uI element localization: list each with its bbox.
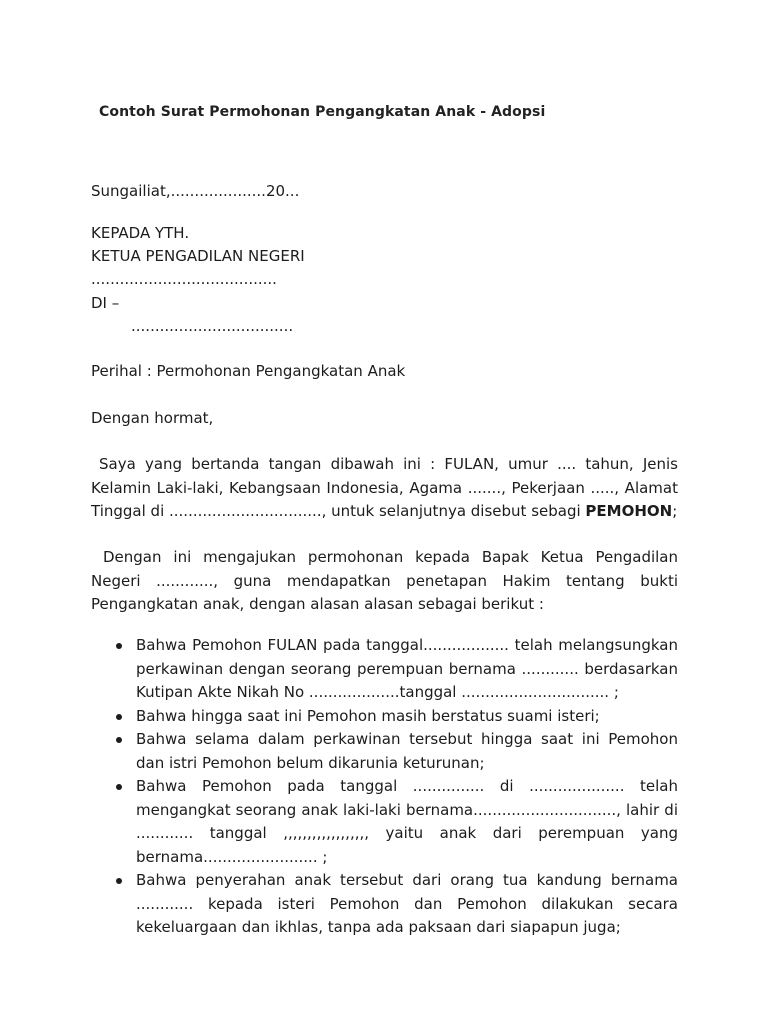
recipient-line-3: ....................................... bbox=[91, 270, 277, 288]
greeting: Dengan hormat, bbox=[91, 409, 214, 427]
pemohon-term: PEMOHON bbox=[585, 502, 673, 520]
list-item: Bahwa Pemohon pada tanggal ............... di .................... telah mengangkat seorang anak laki-laki bernama.............................., lahir di ............ tanggal ,,,,,,,,,,,,,,,,,, yaitu anak dari perempuan yang bernama........................ ; bbox=[91, 775, 678, 869]
subject-line: Perihal : Permohonan Pengangkatan Anak bbox=[91, 362, 406, 380]
place-date: Sungailiat,....................20... bbox=[91, 182, 300, 200]
list-item: Bahwa selama dalam perkawinan tersebut hingga saat ini Pemohon dan istri Pemohon belum dikarunia keturunan; bbox=[91, 728, 678, 775]
list-item: Bahwa Pemohon FULAN pada tanggal.................. telah melangsungkan perkawinan dengan seorang perempuan bernama ............ berdasarkan Kutipan Akte Nikah No ...................tanggal ............................... ; bbox=[91, 634, 678, 705]
paragraph-identity bbox=[91, 453, 678, 524]
recipient-line-2: KETUA PENGADILAN NEGERI bbox=[91, 247, 305, 265]
paragraph-identity-end: ; bbox=[672, 502, 678, 520]
paragraph-request: Dengan ini mengajukan permohonan kepada Bapak Ketua Pengadilan Negeri ............, guna mendapatkan penetapan Hakim tentang bukti Pengangkatan anak, dengan alasan alasan sebagai berikut : bbox=[91, 548, 678, 613]
recipient-line-1: KEPADA YTH. bbox=[91, 224, 190, 242]
reasons-list bbox=[91, 634, 678, 940]
recipient-line-4: DI – bbox=[91, 294, 120, 312]
paragraph-identity-text: Saya yang bertanda tangan dibawah ini : FULAN, umur .... tahun, Jenis Kelamin Laki-laki, Kebangsaan Indonesia, Agama ......., Pekerjaan ....., Alamat Tinggal di ................................, untuk selanjutnya disebut sebagi bbox=[91, 455, 678, 520]
list-item: Bahwa hingga saat ini Pemohon masih berstatus suami isteri; bbox=[91, 705, 678, 729]
document-title: Contoh Surat Permohonan Pengangkatan Anak - Adopsi bbox=[99, 104, 546, 120]
recipient-line-5: .................................. bbox=[131, 317, 294, 335]
list-item: Bahwa penyerahan anak tersebut dari orang tua kandung bernama ............ kepada isteri Pemohon dan Pemohon dilakukan secara kekeluargaan dan ikhlas, tanpa ada paksaan dari siapapun juga; bbox=[91, 869, 678, 940]
